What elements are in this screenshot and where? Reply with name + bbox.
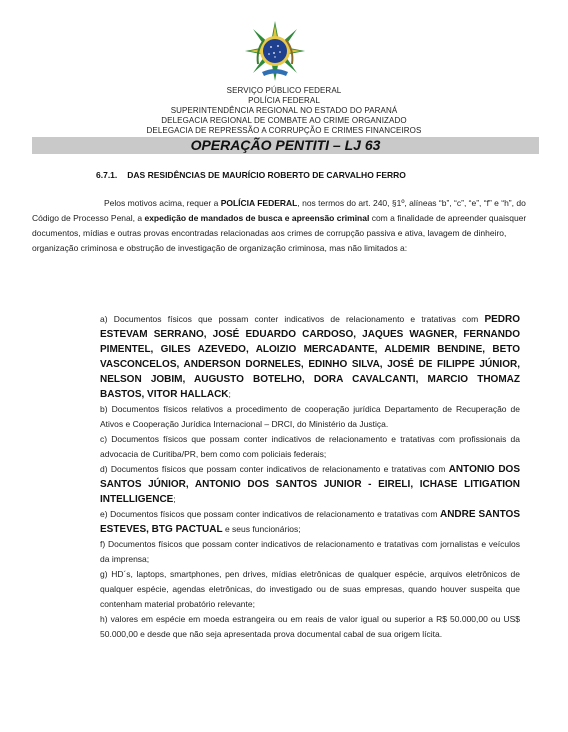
items-list: [100, 312, 520, 642]
list-item-f: f) Documentos físicos que possam conter indicativos de relacionamento e tratativas com jornalistas e veículos da imprensa;: [100, 539, 520, 564]
intro-paragraph: Pelos motivos acima, requer a POLÍCIA FEDERAL, nos termos do art. 240, §1º, alíneas “b”, “c”, “e”, “f” e “h”, do Código de Processo Penal, a expedição de mandados de busca e apreensão criminal com a finalidade de apreender quaisquer documentos, mídias e outras provas encontradas relacionadas aos crimes de corrupção passiva e ativa, lavagem de dinheiro, organização criminosa e obstrução de investigação de organização criminosa, mas não limitados a:: [32, 198, 527, 253]
header-department: DELEGACIA DE REPRESSÃO A CORRUPÇÃO E CRIMES FINANCEIROS: [146, 126, 422, 135]
list-item-a: a) Documentos físicos que possam conter indicativos de relacionamento e tratativas com PEDRO ESTEVAM SERRANO, JOSÉ EDUARDO CARDOSO, JAQUES WAGNER, FERNANDO PIMENTEL, GILES AZEVEDO, ALOIZIO MERCADANTE, ALDEMIR BENDINE, BETO VASCONCELOS, ANDERSON DORNELES, EDINHO SILVA, JOSÉ DE FILIPPE JÚNIOR, NELSON JOBIM, AUGUSTO BOTELHO, DORA CAVALCANTI, MARCIO THOMAZ BASTOS, VITOR HALLACK;: [100, 314, 520, 400]
item-e-names: ANDRE SANTOS ESTEVES, BTG PACTUAL: [100, 509, 520, 535]
section-heading: [96, 170, 536, 180]
list-item-e: e) Documentos físicos que possam conter indicativos de relacionamento e tratativas com ANDRE SANTOS ESTEVES, BTG PACTUAL e seus funcionários;: [100, 509, 520, 535]
brazil-coat-of-arms-icon: [244, 20, 306, 82]
list-item-g: g) HD´s, laptops, smartphones, pen drives, mídias eletrônicas de qualquer espécie, arquivos eletrônicos de qualquer espécie, agendas eletrônicas, do investigado ou de suas empresas, quando houver suspeita que contenham material probatório relevante;: [100, 569, 520, 609]
list-item-b: b) Documentos físicos relativos a procedimento de cooperação jurídica Departamento de Recuperação de Ativos e Cooperação Jurídica Internacional – DRCI, do Ministério da Justiça.: [100, 404, 520, 429]
list-item-c: c) Documentos físicos que possam conter indicativos de relacionamento e tratativas com profissionais da advocacia de Curitiba/PR, bem como com policiais federais;: [100, 434, 520, 459]
section-title: DAS RESIDÊNCIAS DE MAURÍCIO ROBERTO DE CARVALHO FERRO: [127, 170, 406, 180]
header-regional-office: DELEGACIA REGIONAL DE COMBATE AO CRIME ORGANIZADO: [161, 116, 407, 125]
header-agency: POLÍCIA FEDERAL: [248, 96, 320, 105]
header-superintendency: SUPERINTENDÊNCIA REGIONAL NO ESTADO DO PARANÁ: [170, 106, 398, 115]
section-number: 6.7.1.: [96, 170, 118, 180]
list-item-d: d) Documentos físicos que possam conter indicativos de relacionamento e tratativas com ANTONIO DOS SANTOS JÚNIOR, ANTONIO DOS SANTOS JUNIOR - EIRELI, ICHASE LITIGATION INTELLIGENCE;: [100, 464, 520, 505]
operation-banner: OPERAÇÃO PENTITI – LJ 63: [32, 137, 539, 154]
item-a-names: PEDRO ESTEVAM SERRANO, JOSÉ EDUARDO CARDOSO, JAQUES WAGNER, FERNANDO PIMENTEL, GILES AZEVEDO, ALOIZIO MERCADANTE, ALDEMIR BENDINE, BETO VASCONCELOS, ANDERSON DORNELES, EDINHO SILVA, JOSÉ DE FILIPPE JÚNIOR, NELSON JOBIM, AUGUSTO BOTELHO, DORA CAVALCANTI, MARCIO THOMAZ BASTOS, VITOR HALLACK: [100, 314, 520, 400]
header-service: SERVIÇO PÚBLICO FEDERAL: [226, 86, 342, 95]
intro-bold-request: expedição de mandados de busca e apreensão criminal: [144, 213, 370, 223]
item-d-names: ANTONIO DOS SANTOS JÚNIOR, ANTONIO DOS SANTOS JUNIOR - EIRELI, ICHASE LITIGATION INTELLIGENCE: [100, 464, 520, 505]
intro-bold-agency: POLÍCIA FEDERAL: [220, 198, 298, 208]
list-item-h: h) valores em espécie em moeda estrangeira ou em reais de valor igual ou superior a R$ 50.000,00 ou US$ 50.000,00 e desde que não seja apresentada prova documental cabal de sua origem lícita.: [100, 614, 520, 639]
